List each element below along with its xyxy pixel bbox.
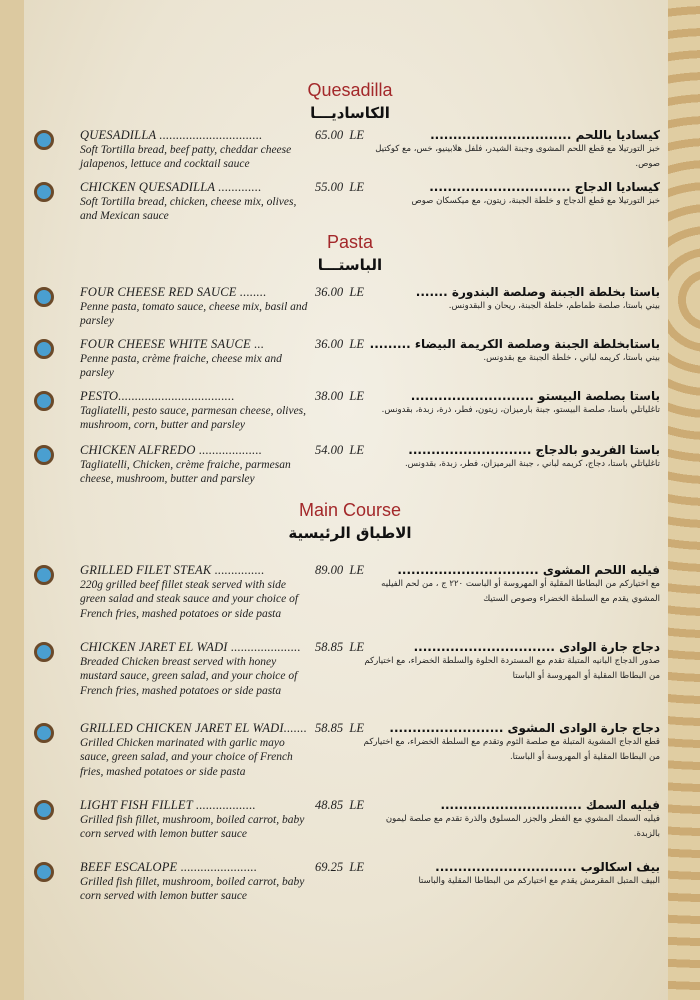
item-name: CHICKEN JARET EL WADI ..................... — [80, 640, 301, 654]
item-english — [80, 721, 310, 779]
bullet-badge-icon — [34, 862, 54, 882]
item-name: CHICKEN ALFREDO ................... — [80, 443, 263, 457]
item-description-arabic: بيني باستا، صلصة طماطم، خلطة الجبنة، ريحان و البقدونس. — [448, 301, 660, 311]
item-name-arabic: باستا بخلطة الجبنة وصلصة البندورة ....... — [415, 285, 660, 299]
item-name: PESTO................................... — [80, 389, 235, 403]
section-title-arabic: الباستـــا — [317, 256, 383, 274]
item-description-arabic: خبز التورتيلا مع قطع الدجاج و خلطة الجبنة، زيتون، مع ميكسكان صوص — [411, 196, 660, 206]
section-title: Main Course — [298, 500, 402, 520]
item-price: 55.00 LE — [315, 180, 364, 194]
item-description: Tagliatelli, pesto sauce, parmesan cheese, olives, mushroom, corn, butter and parsley — [80, 404, 307, 431]
item-name-arabic: باستابخلطة الجبنة وصلصة الكريمة البيضاء ......... — [369, 337, 660, 351]
item-price: 65.00 LE — [315, 128, 364, 142]
item-name-arabic: دجاج جارة الوادى المشوى ......................... — [389, 721, 660, 735]
item-description-arabic: البيف المتبل المقرمش يقدم مع اختياركم من البطاطا المقلية والباستا — [418, 876, 660, 886]
item-description-arabic: قطع الدجاج المشوية المتبلة مع صلصة الثوم وتقدم مع السلطة الخضراء، مع اختياركم من البطاطا المقلية أو المهروسة أو الباستا. — [363, 737, 660, 762]
item-name: LIGHT FISH FILLET .................. — [80, 798, 256, 812]
item-english — [80, 640, 310, 698]
bullet-badge-icon — [34, 445, 54, 465]
section-title-arabic: الكاساديـــا — [310, 104, 390, 122]
item-description-arabic: صدور الدجاج البانيه المتبلة تقدم مع المستردة الحلوة والسلطة الخضراء، مع اختياركم من البطاطا المقلية أو المهروسة أو الباستا — [364, 656, 660, 681]
item-description-arabic: مع اختياركم من البطاطا المقلية أو المهروسة أو الباست ٢٢٠ ج ، من لحم الفيليه المشوي يقدم مع السلطة الخضراء وصوص الستيك — [381, 579, 660, 604]
item-name: QUESADILLA ............................... — [80, 128, 263, 142]
item-english — [80, 128, 310, 172]
item-price: 36.00 LE — [315, 337, 364, 351]
bullet-badge-icon — [34, 182, 54, 202]
section-title: Quesadilla — [307, 80, 393, 100]
item-description: 220g grilled beef fillet steak served with side green salad and steak sauce and your choice of French fries, mashed potatoes or side pasta — [80, 578, 299, 620]
item-description: Penne pasta, crème fraiche, cheese mix and parsley — [80, 352, 282, 379]
item-price: 36.00 LE — [315, 285, 364, 299]
item-price: 69.25 LE — [315, 860, 364, 874]
item-arabic — [360, 128, 660, 172]
item-arabic — [360, 798, 660, 842]
item-name: FOUR CHEESE WHITE SAUCE ... — [80, 337, 265, 351]
item-arabic — [360, 285, 660, 314]
item-english — [80, 180, 310, 224]
bullet-badge-icon — [34, 723, 54, 743]
item-name-arabic: باستا الفريدو بالدجاج ........................... — [408, 443, 660, 457]
item-arabic — [360, 180, 660, 209]
item-english — [80, 285, 310, 329]
item-price: 58.85 LE — [315, 721, 364, 735]
item-english — [80, 860, 310, 904]
item-price: 54.00 LE — [315, 443, 364, 457]
item-name: CHICKEN QUESADILLA ............. — [80, 180, 262, 194]
bullet-badge-icon — [34, 565, 54, 585]
section-title: Pasta — [326, 232, 374, 252]
item-description: Grilled Chicken marinated with garlic mayo sauce, green salad, and your choice of French fries, mashed potatoes or side pasta — [80, 736, 293, 778]
item-description-arabic: خبز التورتيلا مع قطع اللحم المشوى وجبنة الشيدر، فلفل هلابينيو، خس، مع كوكتيل صوص. — [375, 144, 660, 169]
item-arabic — [360, 563, 660, 607]
item-arabic — [360, 337, 660, 366]
bullet-badge-icon — [34, 339, 54, 359]
item-name: GRILLED FILET STEAK ............... — [80, 563, 265, 577]
item-english — [80, 798, 310, 842]
item-english — [80, 443, 310, 487]
item-description-arabic: تاغلياتلي باستا، دجاج، كريمه لباني ، جبنة البرميزان، فطر، زبدة، بقدونس. — [404, 459, 660, 469]
item-description-arabic: بيني باستا، كريمه لباني ، خلطة الجبنة مع بقدونس. — [483, 353, 660, 363]
item-name-arabic: كيساديا الدجاج ............................... — [429, 180, 660, 194]
item-price: 89.00 LE — [315, 563, 364, 577]
item-arabic — [360, 721, 660, 765]
item-name: BEEF ESCALOPE ....................... — [80, 860, 258, 874]
item-english — [80, 563, 310, 621]
item-description: Soft Tortilla bread, chicken, cheese mix, olives, and Mexican sauce — [80, 195, 297, 222]
item-price: 58.85 LE — [315, 640, 364, 654]
item-description: Grilled fish fillet, mushroom, boiled carrot, baby corn served with lemon butter sauce — [80, 813, 305, 840]
bullet-badge-icon — [34, 800, 54, 820]
item-arabic — [360, 860, 660, 889]
item-description: Grilled fish fillet, mushroom, boiled carrot, baby corn served with lemon butter sauce — [80, 875, 305, 902]
bullet-badge-icon — [34, 642, 54, 662]
item-name-arabic: فيليه اللحم المشوى ............................... — [397, 563, 660, 577]
item-description-arabic: فيليه السمك المشوي مع الفطر والجزر المسلوق والذرة تقدم مع صلصة ليمون بالزبدة. — [385, 814, 660, 839]
item-name: FOUR CHEESE RED SAUCE ........ — [80, 285, 267, 299]
item-english — [80, 337, 310, 381]
item-description: Soft Tortilla bread, beef patty, cheddar cheese jalapenos, lettuce and cocktail sauce — [80, 143, 292, 170]
bullet-badge-icon — [34, 130, 54, 150]
item-name-arabic: دجاج جارة الوادى ............................... — [413, 640, 660, 654]
item-arabic — [360, 640, 660, 684]
item-description-arabic: تاغلياتلي باستا، صلصة البيستو، جبنة بارميزان، زيتون، فطر، ذرة، زبدة، بقدونس. — [381, 405, 660, 415]
item-name-arabic: باستا بصلصة البيستو ........................... — [410, 389, 660, 403]
item-english — [80, 389, 310, 433]
item-price: 38.00 LE — [315, 389, 364, 403]
item-arabic — [360, 389, 660, 418]
item-arabic — [360, 443, 660, 472]
bullet-badge-icon — [34, 391, 54, 411]
bullet-badge-icon — [34, 287, 54, 307]
item-description: Tagliatelli, Chicken, crème fraiche, parmesan cheese, mushroom, butter and parsley — [80, 458, 291, 485]
item-name-arabic: كيساديا باللحم ............................... — [430, 128, 660, 142]
item-name-arabic: فيليه السمك ............................... — [440, 798, 660, 812]
item-price: 48.85 LE — [315, 798, 364, 812]
item-description: Breaded Chicken breast served with honey mustard sauce, green salad, and your choice of French fries, mashed potatoes or side pasta — [80, 655, 298, 697]
item-description: Penne pasta, tomato sauce, cheese mix, basil and parsley — [80, 300, 308, 327]
section-title-arabic: الاطباق الرئيسية — [288, 524, 412, 542]
item-name-arabic: بيف اسكالوب ............................... — [435, 860, 660, 874]
item-name: GRILLED CHICKEN JARET EL WADI....... — [80, 721, 308, 735]
